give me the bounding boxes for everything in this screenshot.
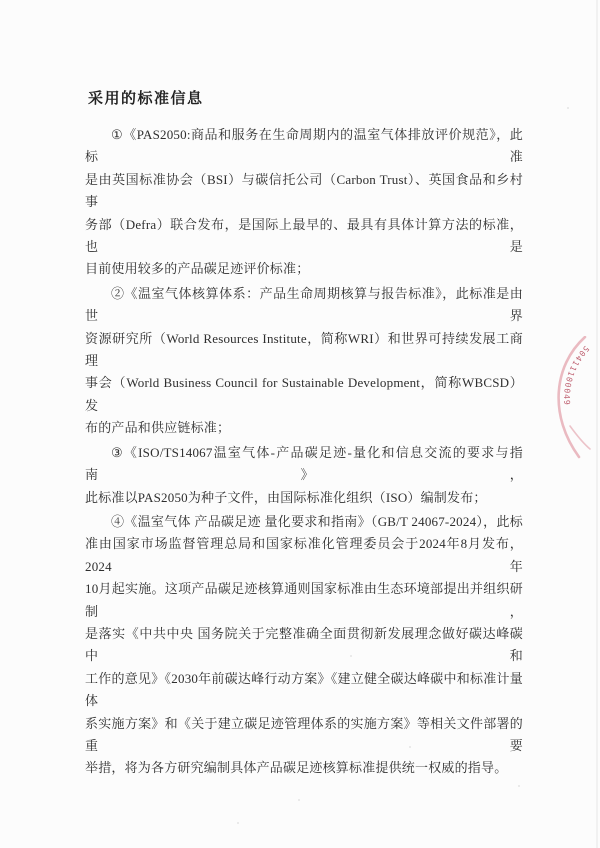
text-line: ①《PAS2050:商品和服务在生命周期内的温室气体排放评价规范》，此标准 <box>85 127 523 165</box>
seal-outer-arc-icon <box>559 337 585 457</box>
text-line: 是由英国标准协会（BSI）与碳信托公司（Carbon Trust）、英国食品和乡村事 <box>85 171 523 210</box>
paragraph <box>85 511 523 780</box>
paragraph <box>85 124 523 281</box>
document-heading: 采用的标准信息 <box>88 91 204 107</box>
text-line: 此标准以PAS2050为种子文件，由国际标准化组织（ISO）编制发布； <box>85 489 487 505</box>
scan-speck <box>237 822 239 824</box>
scan-edge-line <box>596 0 598 848</box>
scan-speck <box>518 785 520 787</box>
svg-text:50411100049 <box>562 344 591 406</box>
text-line: 资源研究所（World Resources Institute，简称WRI）和世界可持续发展工商理 <box>85 330 523 369</box>
scan-speck <box>567 107 569 109</box>
scan-speck <box>298 799 300 801</box>
text-line: 目前使用较多的产品碳足迹评价标准； <box>85 261 310 277</box>
document-body <box>85 124 523 782</box>
text-line: 工作的意见》《2030年前碳达峰行动方案》《建立健全碳达峰碳中和标准计量体 <box>85 670 523 709</box>
text-line: 务部（Defra）联合发布，是国际上最早的、最具有具体计算方法的标准，也是 <box>85 216 523 255</box>
scan-speck <box>409 746 411 748</box>
text-line: ②《温室气体核算体系：产品生命周期核算与报告标准》，此标准是由世界 <box>85 285 523 324</box>
paragraph <box>85 442 523 509</box>
text-line: 举措，将为各方研究编制具体产品碳足迹核算标准提供统一权威的指导。 <box>85 760 508 776</box>
seal-serial-digits: 50411100049 <box>562 344 591 407</box>
text-line: 布的产品和供应链标准； <box>85 420 231 436</box>
text-line: 事会（World Business Council for Sustainable Development，简称WBCSD）发 <box>85 375 523 413</box>
scan-speck <box>91 612 93 614</box>
text-line: ④《温室气体 产品碳足迹 量化要求和指南》（GB/T 24067-2024），此标 <box>111 513 523 529</box>
text-line: ③《ISO/TS14067温室气体-产品碳足迹-量化和信息交流的要求与指南》， <box>85 444 523 483</box>
text-line: 准由国家市场监督管理总局和国家标准化管理委员会于2024年8月发布，2024年 <box>85 536 523 574</box>
red-seal-stamp <box>532 336 594 460</box>
scan-speck <box>350 655 352 657</box>
seal-inner-arc-icon <box>570 426 590 449</box>
paragraph <box>85 283 523 440</box>
scan-speck <box>110 764 112 766</box>
text-line: 系实施方案》和《关于建立碳足迹管理体系的实施方案》等相关文件部署的重要 <box>85 715 523 753</box>
text-line: 10月起实施。这项产品碳足迹核算通则国家标准由生态环境部提出并组织研制， <box>85 581 523 619</box>
text-line: 是落实《中共中央 国务院关于完整准确全面贯彻新发展理念做好碳达峰碳中和 <box>85 625 523 664</box>
